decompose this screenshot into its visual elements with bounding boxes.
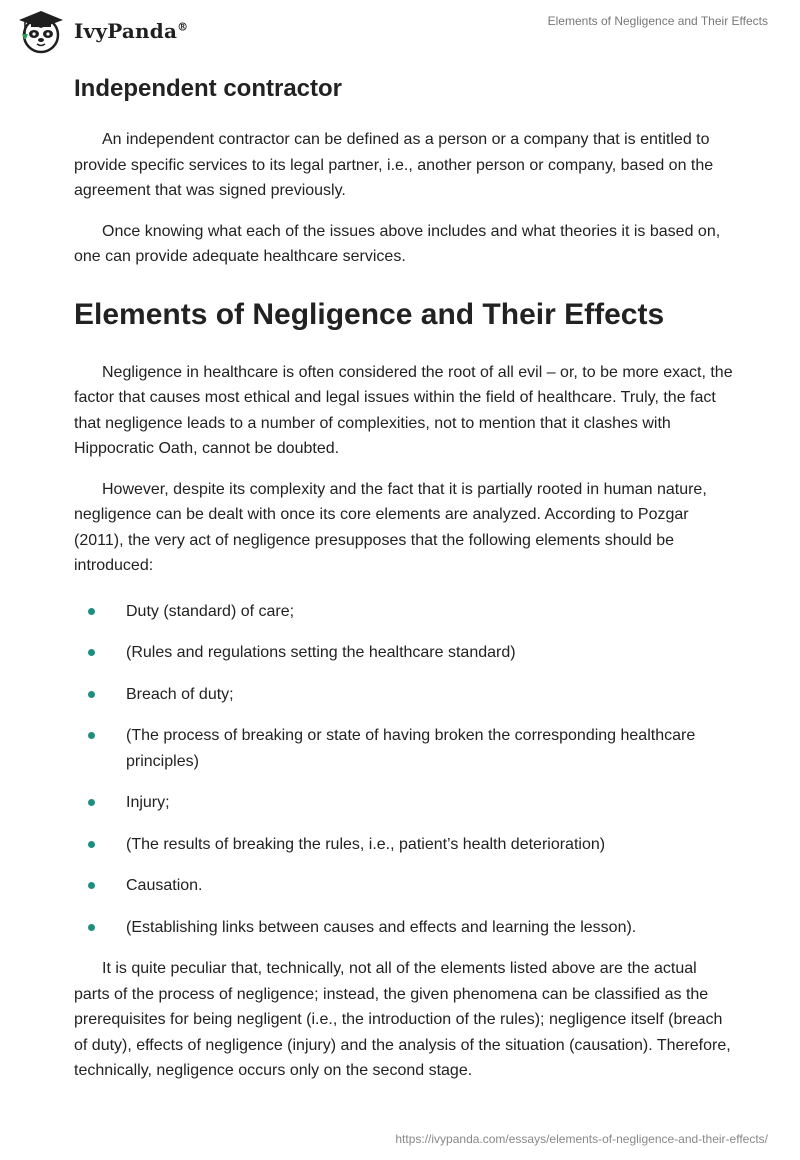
page-header — [0, 0, 800, 64]
bullet-icon — [88, 799, 95, 806]
list-item: (The results of breaking the rules, i.e., patient’s health deterioration) — [74, 832, 734, 858]
list-item: (The process of breaking or state of having broken the corresponding healthcare principles) — [74, 723, 734, 774]
bullet-icon — [88, 841, 95, 848]
paragraph: Once knowing what each of the issues above includes and what theories it is based on, one can provide adequate healthcare services. — [74, 222, 721, 265]
negligence-elements-list — [74, 599, 734, 941]
logo[interactable] — [16, 8, 188, 54]
list-item: Breach of duty; — [74, 682, 734, 708]
panda-logo-icon — [16, 8, 66, 54]
bullet-icon — [88, 732, 95, 739]
header-page-title: Elements of Negligence and Their Effects — [547, 14, 768, 28]
bullet-icon — [88, 691, 95, 698]
list-item: Injury; — [74, 790, 734, 816]
brand-name: IvyPanda® — [74, 19, 189, 43]
list-item: (Establishing links between causes and effects and learning the lesson). — [74, 915, 734, 941]
bullet-icon — [88, 924, 95, 931]
paragraph: An independent contractor can be defined as a person or a company that is entitled to provide specific services to its legal partner, i.e., another person or company, based on the agreement that was signed previously. — [74, 131, 714, 199]
list-item: Causation. — [74, 873, 734, 899]
section-heading: Independent contractor — [74, 75, 343, 102]
list-item: Duty (standard) of care; — [74, 599, 734, 625]
article-content — [74, 68, 734, 1084]
source-url[interactable]: https://ivypanda.com/essays/elements-of-negligence-and-their-effects/ — [395, 1132, 768, 1146]
paragraph: However, despite its complexity and the fact that it is partially rooted in human nature, negligence can be dealt with once its core elements are analyzed. According to Pozgar (2011), the very act of negligence presupposes that the following elements should be introduced: — [74, 480, 707, 574]
bullet-icon — [88, 882, 95, 889]
bullet-icon — [88, 649, 95, 656]
bullet-icon — [88, 608, 95, 615]
paragraph: It is quite peculiar that, technically, not all of the elements listed above are the actual parts of the process of negligence; instead, the given phenomena can be classified as the prerequisites for being negligent (i.e., the introduction of the rules); negligence itself (breach of duty), effects of negligence (injury) and the analysis of the situation (causation). Therefore, technically, negligence occurs only on the second stage. — [74, 960, 731, 1079]
list-item: (Rules and regulations setting the healthcare standard) — [74, 640, 734, 666]
paragraph: Negligence in healthcare is often considered the root of all evil – or, to be more exact, the factor that causes most ethical and legal issues within the field of healthcare. Truly, the fact that negligence leads to a number of complexities, not to mention that it clashes with Hippocratic Oath, cannot be doubted. — [74, 363, 733, 457]
main-heading: Elements of Negligence and Their Effects — [74, 297, 665, 331]
